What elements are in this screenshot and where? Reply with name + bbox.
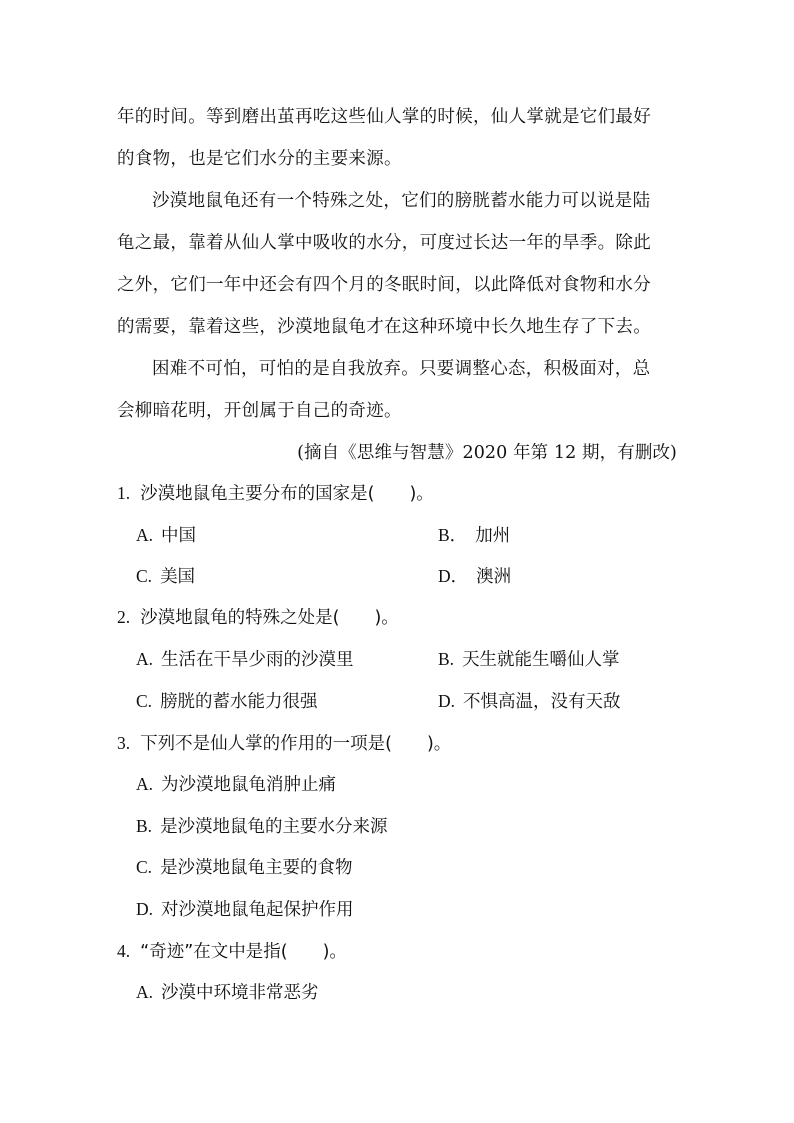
option-letter: A. <box>136 982 154 1002</box>
option-3c[interactable] <box>136 855 353 880</box>
option-letter: D. <box>438 691 456 711</box>
option-text: 中国 <box>161 526 197 546</box>
option-letter: B. <box>438 649 455 669</box>
passage-line: 会柳暗花明，开创属于自己的奇迹。 <box>117 401 402 421</box>
passage-line: 的需要，靠着这些，沙漠地鼠龟才在这种环境中长久地生存了下去。 <box>117 317 651 337</box>
question-text: 沙漠地鼠龟的特殊之处是( )。 <box>140 608 399 628</box>
option-letter: C. <box>136 566 153 586</box>
passage-line: 困难不可怕，可怕的是自我放弃。只要调整心态，积极面对，总 <box>152 359 651 379</box>
option-letter: A. <box>136 525 154 545</box>
option-text: 膀胱的蓄水能力很强 <box>160 692 318 712</box>
option-1c[interactable] <box>136 564 195 589</box>
option-3b[interactable] <box>136 814 388 839</box>
option-1a[interactable] <box>136 523 196 548</box>
option-2b[interactable] <box>438 647 620 672</box>
question-text: 下列不是仙人掌的作用的一项是( )。 <box>140 734 452 754</box>
option-letter: B. <box>136 816 153 836</box>
option-1b[interactable] <box>438 523 510 548</box>
option-letter: A. <box>136 774 154 794</box>
option-2d[interactable] <box>438 689 621 714</box>
option-text: 澳洲 <box>476 567 512 587</box>
option-text: 沙漠中环境非常恶劣 <box>161 983 319 1003</box>
option-text: 对沙漠地鼠龟起保护作用 <box>161 900 354 920</box>
question-number: 3. <box>117 733 131 753</box>
option-letter: A. <box>136 649 154 669</box>
option-text: 不惧高温，没有天敌 <box>463 692 621 712</box>
option-letter: C. <box>136 857 153 877</box>
option-text: 是沙漠地鼠龟的主要水分来源 <box>160 817 388 837</box>
option-text: 美国 <box>160 567 196 587</box>
question-number: 2. <box>117 607 131 627</box>
option-2a[interactable] <box>136 647 354 672</box>
question-text: “奇迹”在文中是指( )。 <box>140 942 347 962</box>
option-text: 为沙漠地鼠龟消肿止痛 <box>161 775 337 795</box>
passage-line: 龟之最，靠着从仙人掌中吸收的水分，可度过长达一年的旱季。除此 <box>117 233 651 253</box>
question-number: 4. <box>117 941 131 961</box>
question-2 <box>117 605 399 630</box>
option-text: 加州 <box>475 526 511 546</box>
option-letter: D. <box>136 899 154 919</box>
question-1 <box>117 481 434 506</box>
source-citation: (摘自《思维与智慧》2020 年第 12 期，有删改) <box>297 443 677 463</box>
passage-line: 沙漠地鼠龟还有一个特殊之处，它们的膀胱蓄水能力可以说是陆 <box>152 191 651 211</box>
option-letter: C. <box>136 691 153 711</box>
passage-line: 之外，它们一年中还会有四个月的冬眠时间，以此降低对食物和水分 <box>117 275 651 295</box>
option-text: 生活在干旱少雨的沙漠里 <box>161 650 354 670</box>
option-3d[interactable] <box>136 897 354 922</box>
option-3a[interactable] <box>136 772 336 797</box>
option-1d[interactable] <box>438 564 511 589</box>
option-text: 是沙漠地鼠龟主要的食物 <box>160 858 353 878</box>
question-text: 沙漠地鼠龟主要分布的国家是( )。 <box>140 484 434 504</box>
question-number: 1. <box>117 483 131 503</box>
option-letter: D． <box>438 566 469 586</box>
passage-line: 的食物，也是它们水分的主要来源。 <box>117 149 402 169</box>
question-4 <box>117 939 347 964</box>
passage-line: 年的时间。等到磨出茧再吃这些仙人掌的时候，仙人掌就是它们最好 <box>117 107 651 127</box>
option-text: 天生就能生嚼仙人掌 <box>462 650 620 670</box>
option-letter: B． <box>438 525 468 545</box>
question-3 <box>117 731 451 756</box>
option-2c[interactable] <box>136 689 318 714</box>
option-4a[interactable] <box>136 980 319 1005</box>
